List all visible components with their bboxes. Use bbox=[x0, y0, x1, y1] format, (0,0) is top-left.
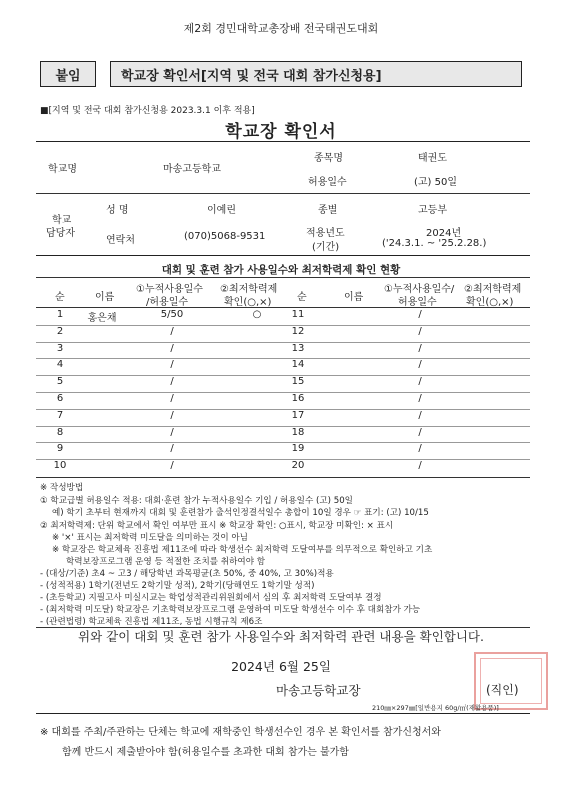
header-name-right: 이름 bbox=[344, 292, 364, 303]
header-days: ①누적사용일수 bbox=[136, 284, 203, 295]
paper-size-note: 210㎜×297㎜[일반용지 60g/㎡(재활용품)] bbox=[372, 704, 499, 712]
note-1-example: 예) 학기 초부터 현재까지 대회 및 훈련참가 출석인정결석일수 총합이 10일 경우 ☞ 표기: (고) 10/15 bbox=[52, 508, 429, 518]
cell-days: / bbox=[170, 393, 174, 404]
year-label-2: (기간) bbox=[312, 242, 340, 253]
header-name: 이름 bbox=[95, 292, 115, 303]
class-value: 고등부 bbox=[418, 205, 447, 216]
row-divider bbox=[36, 358, 530, 359]
cell-no: 4 bbox=[56, 359, 64, 371]
notes-heading: ※ 작성방법 bbox=[40, 483, 84, 493]
note-2-b: ※ '×' 표시는 최저학력 미도달을 의미하는 것이 아님 bbox=[52, 533, 248, 543]
row-divider bbox=[36, 459, 530, 460]
cell-days-r: / bbox=[418, 393, 422, 404]
divider bbox=[36, 713, 530, 714]
cell-no: 10 bbox=[53, 460, 67, 472]
bottom-note: ※ 대회를 주최/주관하는 단체는 학교에 재학중인 학생선수인 경우 본 확인서를 참가신청서와 bbox=[40, 727, 441, 738]
cell-no: 6 bbox=[56, 393, 64, 404]
manager-label-2: 담당자 bbox=[46, 228, 75, 239]
cell-name: 홍은채 bbox=[87, 313, 117, 324]
cell-days-r: / bbox=[418, 376, 422, 388]
cell-days-r: / bbox=[418, 426, 422, 438]
row-divider bbox=[36, 409, 530, 410]
class-label: 종별 bbox=[318, 205, 338, 216]
cell-days: / bbox=[170, 359, 174, 371]
cell-days: / bbox=[170, 460, 174, 472]
cell-no-r: 19 bbox=[291, 443, 305, 455]
header-check-2: 확인(○,×) bbox=[224, 297, 272, 308]
row-divider bbox=[36, 342, 530, 343]
row-divider bbox=[36, 442, 530, 443]
year-period: ('24.3.1. ~ '25.2.28.) bbox=[382, 238, 487, 249]
divider bbox=[36, 255, 530, 256]
cell-no-r: 12 bbox=[291, 325, 305, 337]
note-2: ② 최저학력제: 단위 학교에서 확인 여부만 표시 ※ 학교장 확인: ○표시, 학교장 미확인: × 표시 bbox=[40, 521, 394, 531]
header-check-right-2: 확인(○,×) bbox=[466, 297, 514, 308]
cell-check: ○ bbox=[252, 309, 262, 320]
applies-note: ■[지역 및 전국 대회 참가신청용 2023.3.1 이후 적용] bbox=[40, 106, 255, 116]
header-check-right: ②최저학력제 bbox=[464, 284, 522, 295]
header-check: ②최저학력제 bbox=[220, 284, 278, 295]
row-divider bbox=[36, 325, 530, 326]
note-5: - (초등학교) 지필고사 미실시교는 학업성적관리위원회에서 심의 후 최저학력 도달여부 결정 bbox=[40, 593, 382, 603]
event-title: 제2회 경민대학교총장배 전국태권도대회 bbox=[183, 22, 379, 35]
cell-no: 5 bbox=[56, 376, 64, 388]
document-title: 학교장 확인서 bbox=[225, 122, 337, 142]
cell-days-r: / bbox=[418, 460, 422, 472]
cell-days: / bbox=[170, 409, 174, 421]
divider bbox=[36, 307, 530, 308]
cell-days-r: / bbox=[418, 359, 422, 371]
cell-days: / bbox=[170, 325, 174, 337]
cell-days-r: / bbox=[418, 309, 422, 320]
sport-value: 태권도 bbox=[418, 153, 447, 164]
contact-label: 연락처 bbox=[106, 235, 135, 246]
header-no-right: 순 bbox=[297, 292, 307, 303]
cell-days-r: / bbox=[418, 325, 422, 337]
school-value: 마송고등학교 bbox=[163, 164, 221, 175]
principal-signature: 마송고등학교장 bbox=[276, 683, 361, 698]
note-3: - (대상/기준) 초4 ~ 고3 / 해당학년 과목평균(초 50%, 중 40%, 고 30%)적용 bbox=[40, 569, 334, 579]
header-days-right-2: 허용일수 bbox=[398, 297, 437, 308]
divider bbox=[36, 141, 530, 142]
cell-days: / bbox=[170, 426, 174, 438]
cell-days: 5/50 bbox=[160, 309, 184, 320]
divider bbox=[36, 277, 530, 278]
header-days-right: ①누적사용일수/ bbox=[384, 284, 455, 295]
sport-label: 종목명 bbox=[314, 153, 343, 164]
sign-date: 2024년 6월 25일 bbox=[231, 659, 331, 674]
cell-days: / bbox=[170, 443, 174, 455]
note-2-c: ※ 학교장은 학교체육 진흥법 제11조에 따라 학생선수 최저학력 도달여부를 의무적으로 확인하고 기초 bbox=[52, 545, 433, 555]
cell-no: 9 bbox=[56, 443, 64, 455]
row-divider bbox=[36, 426, 530, 427]
header-no: 순 bbox=[55, 292, 65, 303]
bottom-note-2: 함께 반드시 제출받아야 함(허용일수를 초과한 대회 참가는 불가함 bbox=[62, 747, 349, 758]
note-2-d: 학력보장프로그램 운영 등 적절한 조치를 취하여야 함 bbox=[66, 557, 266, 567]
header-days-2: /허용일수 bbox=[146, 297, 189, 308]
row-divider bbox=[36, 392, 530, 393]
cell-no-r: 14 bbox=[291, 359, 305, 371]
cell-no: 7 bbox=[56, 409, 64, 421]
cell-no-r: 15 bbox=[291, 376, 305, 388]
cell-no-r: 11 bbox=[291, 309, 305, 320]
cell-days-r: / bbox=[418, 409, 422, 421]
cell-no-r: 13 bbox=[291, 342, 305, 354]
row-divider bbox=[36, 375, 530, 376]
year-value: 2024년 bbox=[426, 228, 462, 239]
allowed-days-value: (고) 50일 bbox=[414, 177, 458, 188]
note-6: - (최저학력 미도달) 학교장은 기초학력보장프로그램 운영하여 미도달 학생선수 이수 후 대회참가 가능 bbox=[40, 605, 421, 615]
cell-no: 2 bbox=[56, 325, 64, 337]
cell-no-r: 16 bbox=[291, 393, 305, 404]
note-7: - (관련법령) 학교체육 진흥법 제11조, 동법 시행규칙 제6조 bbox=[40, 617, 263, 627]
attachment-badge: 붙임 bbox=[40, 61, 96, 87]
cell-no-r: 18 bbox=[291, 426, 305, 438]
cell-days: / bbox=[170, 342, 174, 354]
cell-days-r: / bbox=[418, 342, 422, 354]
school-label: 학교명 bbox=[48, 164, 77, 175]
form-title: 학교장 확인서[지역 및 전국 대회 참가신청용] bbox=[110, 61, 522, 87]
name-label: 성 명 bbox=[106, 205, 129, 216]
note-4: - (성적적용) 1학기(전년도 2학기말 성적), 2학기(당해연도 1학기말 성적) bbox=[40, 581, 315, 591]
allowed-days-label: 허용일수 bbox=[308, 177, 347, 188]
cell-no: 1 bbox=[56, 309, 64, 320]
cell-no-r: 17 bbox=[291, 409, 305, 421]
name-value: 이예린 bbox=[207, 205, 236, 216]
cell-no: 8 bbox=[56, 426, 64, 438]
status-section-title: 대회 및 훈련 참가 사용일수와 최저학력제 확인 현황 bbox=[161, 264, 401, 276]
cell-days-r: / bbox=[418, 443, 422, 455]
cell-no: 3 bbox=[56, 342, 64, 354]
contact-value: (070)5068-9531 bbox=[184, 231, 266, 242]
note-1: ① 학교급별 허용일수 적용: 대회·훈련 참가 누적사용일수 기입 / 허용일수 (고) 50일 bbox=[40, 496, 353, 506]
seal-label: (직인) bbox=[486, 683, 519, 697]
cell-days: / bbox=[170, 376, 174, 388]
cell-no-r: 20 bbox=[291, 460, 305, 472]
divider bbox=[36, 477, 530, 478]
manager-label: 학교 bbox=[52, 215, 72, 226]
confirmation-statement: 위와 같이 대회 및 훈련 참가 사용일수와 최저학력 관련 내용을 확인합니다. bbox=[78, 629, 484, 644]
divider bbox=[36, 193, 530, 194]
year-label: 적용년도 bbox=[306, 228, 345, 239]
